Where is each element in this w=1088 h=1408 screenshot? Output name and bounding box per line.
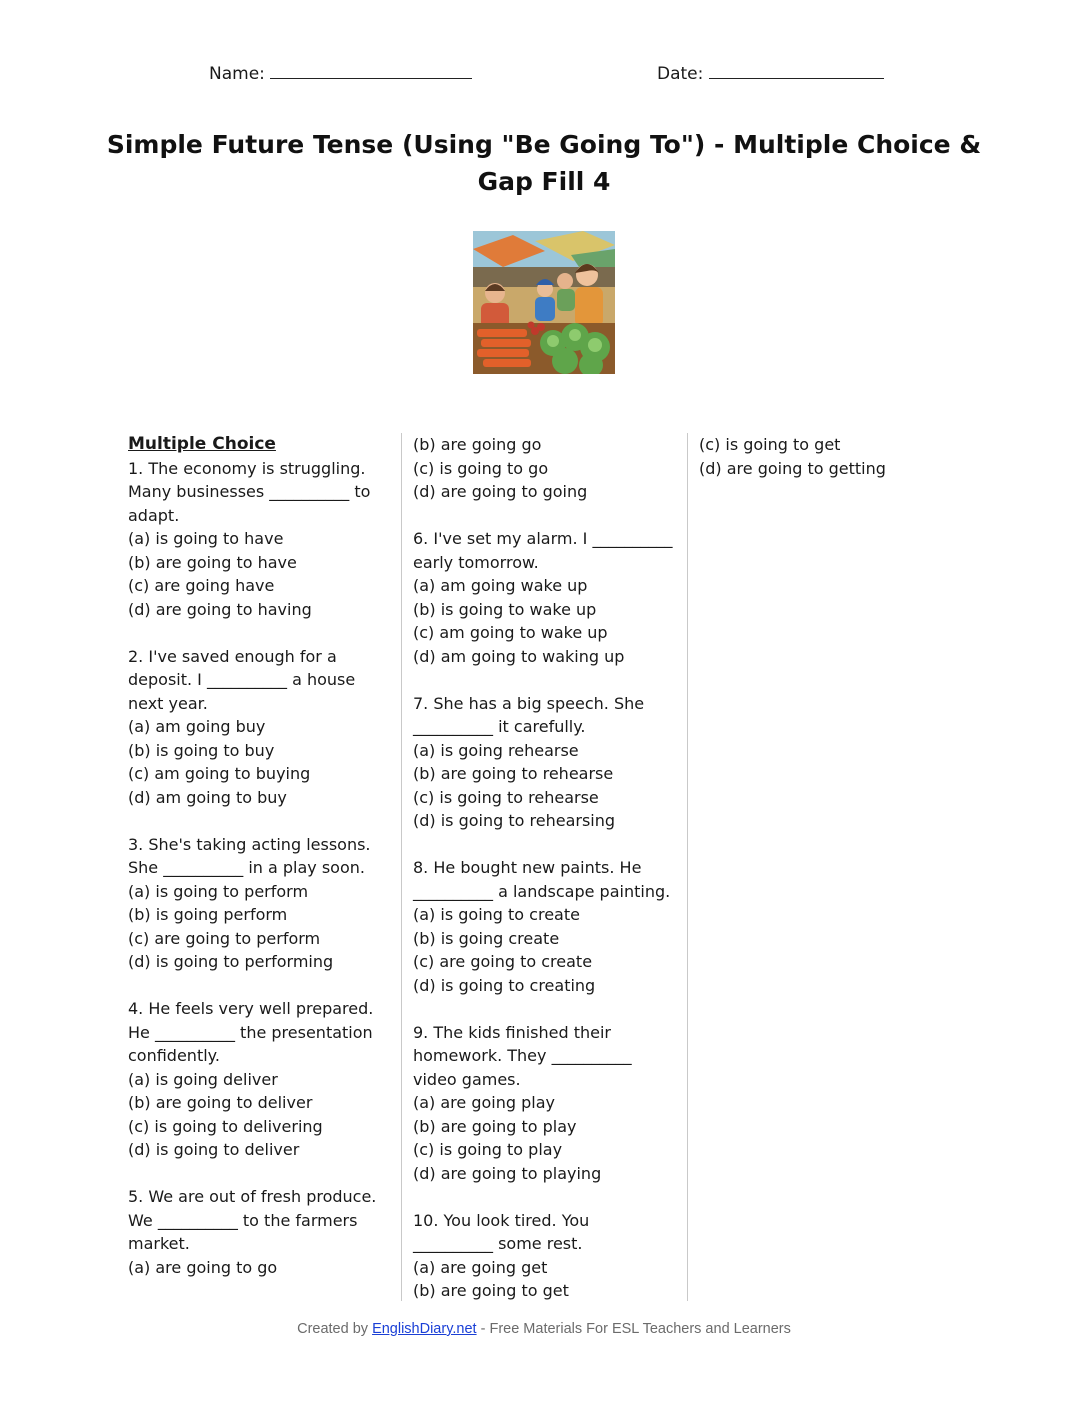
question-10-continued [699,433,949,480]
footer-suffix: - Free Materials For ESL Teachers and Learners [480,1321,791,1337]
question-7 [413,692,679,833]
answer-option[interactable]: (b) are going go [413,435,542,454]
question-5 [128,1185,390,1279]
answer-option[interactable]: (d) is going to performing [128,952,334,971]
question-prompt: 1. The economy is struggling. [128,458,366,478]
question-prompt: 5. We are out of fresh produce. [128,1187,377,1206]
name-field [209,64,472,84]
answer-option[interactable]: (b) are going to deliver [128,1093,313,1112]
answer-option[interactable]: (d) is going to deliver [128,1140,300,1159]
question-3 [128,833,390,974]
question-prompt: 6. I've set my alarm. I __________ [413,529,673,548]
answer-option[interactable]: (b) are going to rehearse [413,764,614,783]
answer-option[interactable]: (b) is going perform [128,905,288,924]
question-prompt: market. [128,1234,190,1253]
answer-option[interactable]: (a) is going to create [413,905,580,924]
question-prompt: 3. She's taking acting lessons. [128,834,371,854]
question-prompt: 8. He bought new paints. He [413,858,642,877]
answer-option[interactable]: (c) is going to delivering [128,1116,323,1136]
answer-option[interactable]: (a) are going get [413,1257,548,1277]
question-prompt: 10. You look tired. You [413,1210,590,1230]
answer-option[interactable]: (d) is going to rehearsing [413,811,616,830]
answer-option[interactable]: (a) is going deliver [128,1069,278,1089]
answer-option[interactable]: (b) are going to play [413,1116,577,1136]
answer-option[interactable]: (b) is going to buy [128,740,275,760]
question-6 [413,527,679,668]
answer-option[interactable]: (a) am going buy [128,717,266,736]
column-1 [128,433,390,1279]
question-prompt: 2. I've saved enough for a [128,646,337,666]
question-prompt: Many businesses __________ to [128,482,371,501]
answer-option[interactable]: (d) are going to playing [413,1163,602,1183]
answer-option[interactable]: (a) are going play [413,1093,555,1112]
date-blank-line[interactable] [709,64,884,79]
question-prompt: 9. The kids finished their [413,1022,611,1042]
question-prompt: __________ a landscape painting. [413,881,671,901]
question-10 [413,1209,679,1303]
answer-option[interactable]: (d) are going to getting [699,458,886,478]
question-prompt: confidently. [128,1046,220,1065]
answer-option[interactable]: (c) are going have [128,576,275,595]
answer-option[interactable]: (c) am going to buying [128,764,311,783]
footer-site-link[interactable]: EnglishDiary.net [372,1321,477,1337]
answer-option[interactable]: (c) are going to create [413,952,593,971]
question-prompt: 7. She has a big speech. She [413,693,645,713]
name-blank-line[interactable] [270,64,472,79]
answer-option[interactable]: (c) is going to play [413,1140,563,1159]
question-8 [413,856,679,997]
question-prompt: next year. [128,693,208,713]
answer-option[interactable]: (a) are going to go [128,1257,278,1277]
footer [0,1321,1088,1337]
answer-option[interactable]: (d) am going to waking up [413,646,625,666]
column-3 [699,433,949,480]
answer-option[interactable]: (c) is going to get [699,435,841,454]
answer-option[interactable]: (a) am going wake up [413,576,588,595]
answer-option[interactable]: (d) is going to creating [413,975,596,995]
answer-option[interactable]: (a) is going rehearse [413,740,579,760]
name-label: Name: [209,64,265,84]
answer-option[interactable]: (b) are going to get [413,1281,569,1300]
answer-option[interactable]: (c) is going to go [413,458,549,478]
question-prompt: __________ some rest. [413,1234,583,1253]
answer-option[interactable]: (c) are going to perform [128,928,321,948]
date-field [657,64,884,84]
date-label: Date: [657,64,704,84]
answer-option[interactable]: (d) am going to buy [128,787,287,807]
question-prompt: He __________ the presentation [128,1022,373,1042]
column-2 [413,433,679,1303]
answer-option[interactable]: (d) are going to having [128,599,312,619]
column-divider-2 [687,433,688,1301]
question-prompt: 4. He feels very well prepared. [128,999,374,1018]
question-prompt: We __________ to the farmers [128,1210,358,1230]
question-prompt: homework. They __________ [413,1046,632,1065]
section-heading: Multiple Choice [128,434,276,454]
question-1 [128,457,390,622]
question-prompt: deposit. I __________ a house [128,670,356,689]
question-9 [413,1021,679,1186]
worksheet-title: Simple Future Tense (Using "Be Going To") - Multiple Choice & Gap Fill 4 [106,130,982,196]
question-5-continued [413,433,679,504]
question-prompt: adapt. [128,505,180,525]
answer-option[interactable]: (b) is going create [413,928,560,948]
answer-option[interactable]: (b) is going to wake up [413,599,597,619]
market-scene-illustration [473,231,615,374]
question-4 [128,997,390,1162]
answer-option[interactable]: (b) are going to have [128,552,297,572]
question-prompt: video games. [413,1069,521,1089]
question-2 [128,645,390,810]
question-prompt: She __________ in a play soon. [128,858,365,877]
answer-option[interactable]: (c) am going to wake up [413,623,608,642]
answer-option[interactable]: (a) is going to perform [128,881,309,901]
answer-option[interactable]: (d) are going to going [413,482,588,501]
column-divider-1 [401,433,402,1301]
question-prompt: early tomorrow. [413,552,539,572]
footer-prefix: Created by [297,1321,369,1337]
question-prompt: __________ it carefully. [413,717,586,736]
answer-option[interactable]: (c) is going to rehearse [413,787,599,807]
answer-option[interactable]: (a) is going to have [128,529,284,548]
